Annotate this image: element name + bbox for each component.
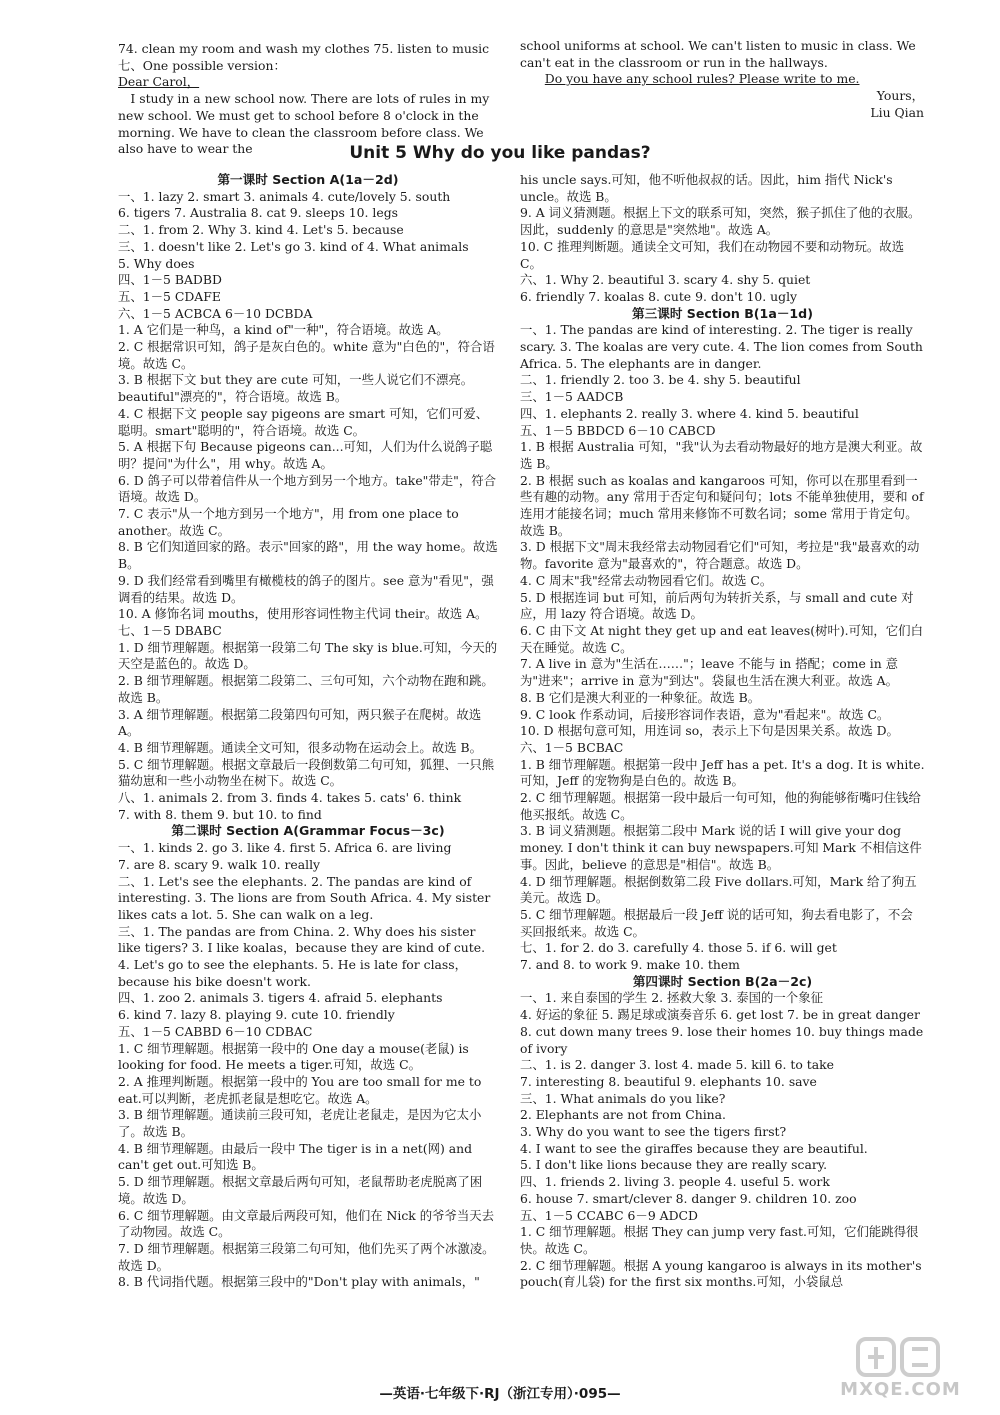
answer-line: 3. B 根据下文 but they are cute 可知，一些人说它们不漂亮。beautiful"漂亮的"，符合语境。故选 B。 xyxy=(118,372,474,405)
answer-line: 二、1. from 2. Why 3. kind 4. Let's 5. because xyxy=(118,222,404,238)
watermark-text: MXQE.COM xyxy=(840,1379,961,1400)
watermark-icon xyxy=(818,1335,983,1381)
section-heading: 第一课时 Section A(1a－2d) xyxy=(217,172,399,187)
letter-body: I study in a new school now. There are lots of rules in my new school. We must get to school before 8 o'clock in the morning. We have to clean the classroom before class. We also have to wear the xyxy=(118,91,490,157)
page-footer: —英语·七年级下·RJ（浙江专用）·095— xyxy=(379,1386,621,1402)
text-line: 七、One possible version： xyxy=(118,57,286,73)
answer-line: 三、1－5 AADCB xyxy=(520,389,624,405)
answer-line: 六、1－5 ACBCA 6－10 DCBDA xyxy=(118,305,313,321)
answer-line: 7. and 8. to work 9. make 10. them xyxy=(520,957,740,973)
answer-line: 七、1. for 2. do 3. carefully 4. those 5. if 6. will get xyxy=(520,940,837,956)
answer-line: 7. are 8. scary 9. walk 10. really xyxy=(118,856,321,872)
letter-body: school uniforms at school. We can't listen to music in class. We can't eat in the classroom or run in the hallways. xyxy=(520,38,916,70)
answer-line: 一、1. kinds 2. go 3. like 4. first 5. Africa 6. are living xyxy=(118,840,452,856)
answer-line: 4. D 细节理解题。根据倒数第二段 Five dollars.可知，Mark 给了狗五美元。故选 D。 xyxy=(520,873,917,906)
answer-line: 1. B 根据 Australia 可知，"我"认为去看动物最好的地方是澳大利亚。故选 B。 xyxy=(520,439,923,471)
answer-line: 10. C 推理判断题。通读全文可知，我们在动物园不要和动物玩。故选 C。 xyxy=(520,238,905,271)
answer-line: 六、1. Why 2. beautiful 3. scary 4. shy 5. quiet xyxy=(520,272,811,288)
answer-column-right xyxy=(520,172,925,1291)
answer-line: 6. tigers 7. Australia 8. cat 9. sleeps 10. legs xyxy=(118,205,398,221)
answer-line: 1. D 细节理解题。根据第一段第二句 The sky is blue.可知，今天的天空是蓝色的。故选 D。 xyxy=(118,639,498,672)
answer-line: 三、1. What animals do you like? xyxy=(520,1090,726,1106)
answer-line: 8. B 它们知道回家的路。表示"回家的路"，用 the way home。故选 B。 xyxy=(118,539,498,572)
answer-line: 5. Why does xyxy=(118,255,195,271)
answer-line: 4. B 细节理解题。通读全文可知，很多动物在运动会上。故选 B。 xyxy=(118,739,483,755)
answer-line: 6. friendly 7. koalas 8. cute 9. don't 10. ugly xyxy=(520,288,798,304)
answer-line: 5. A 根据下句 Because pigeons can...可知，人们为什么说鸽子聪明？提问"为什么"，用 why。故选 A。 xyxy=(118,439,493,471)
answer-line: 1. A 它们是一种鸟，a kind of"一种"，符合语境。故选 A。 xyxy=(118,322,449,338)
answer-line: 四、1. friends 2. living 3. people 4. useful 5. work xyxy=(520,1174,830,1190)
answer-line: 5. D 根据连词 but 可知，前后两句为转折关系，与 small and cute 对应，用 lazy 符合语境。故选 D。 xyxy=(520,589,914,622)
answer-line: 一、1. The pandas are kind of interesting. 2. The tiger is really scary. 3. The koalas are very cute. 4. The lion comes from South Africa. 5. The elephants are in danger. xyxy=(520,322,923,371)
answer-line: 8. B 它们是澳大利亚的一种象征。故选 B。 xyxy=(520,689,761,705)
answer-line: 五、1－5 CDAFE xyxy=(118,288,221,304)
answer-line: 2. C 根据常识可知，鸽子是灰白色的。white 意为"白色的"，符合语境。故选 C。 xyxy=(118,339,495,371)
answer-line: 3. D 根据下文"周末我经常去动物园看它们"可知，考拉是"我"最喜欢的动物。favorite 意为"最喜欢的"，符合题意。故选 D。 xyxy=(520,539,920,572)
answer-line: 10. D 根据句意可知，用连词 so，表示上下句是因果关系。故选 D。 xyxy=(520,723,899,739)
answer-line: 9. A 词义猜测题。根据上下文的联系可知，突然，猴子抓住了他的衣服。因此，suddenly 的意思是"突然地"。故选 A。 xyxy=(520,205,921,238)
answer-line: 6. C 细节理解题。由文章最后两段可知，他们在 Nick 的爷爷当天去了动物园。故选 C。 xyxy=(118,1207,495,1240)
answer-line: 2. Elephants are not from China. xyxy=(520,1107,726,1123)
answer-line: 一、1. lazy 2. smart 3. animals 4. cute/lovely 5. south xyxy=(118,188,451,204)
answer-line: 4. B 细节理解题。由最后一段中 The tiger is in a net(网) and can't get out.可知选 B。 xyxy=(118,1140,473,1173)
answer-line: 7. with 8. them 9. but 10. to find xyxy=(118,806,322,822)
answer-line: 5. D 细节理解题。根据文章最后两句可知，老鼠帮助老虎脱离了困境。故选 D。 xyxy=(118,1174,483,1206)
letter-signature: Liu Qian xyxy=(870,104,924,120)
answer-line: 3. B 词义猜测题。根据第二段中 Mark 说的话 I will give your dog money. I don't think it can buy newspapers.可知 Mark 不相信这件事。因此，believe 的意思是"相信"。故选 B。 xyxy=(520,823,922,872)
answer-line: 五、1－5 BBDCD 6－10 CABCD xyxy=(520,422,716,438)
letter-closing: Yours， xyxy=(876,88,924,104)
answer-line: 七、1－5 DBABC xyxy=(118,622,222,638)
letter-question: Do you have any school rules? Please write to me. xyxy=(544,71,860,87)
section-heading: 第四课时 Section B(2a－2c) xyxy=(632,973,813,989)
answer-line: 1. C 细节理解题。根据 They can jump very fast.可知，它们能跳得很快。故选 C。 xyxy=(520,1224,919,1256)
answer-line: 7. D 细节理解题。根据第三段第二句可知，他们先买了两个冰激凌。故选 D。 xyxy=(118,1241,495,1273)
answer-line: 7. A live in 意为"生活在……"；leave 不能与 in 搭配；come in 意为"进来"；arrive in 意为"到达"。袋鼠也生活在澳大利亚。故选 A。 xyxy=(520,656,899,689)
answer-line: 四、1. zoo 2. animals 3. tigers 4. afraid 5. elephants xyxy=(118,990,443,1006)
answer-line: 3. A 细节理解题。根据第二段第四句可知，两只猴子在爬树。故选 A。 xyxy=(118,706,482,739)
letter-salutation: Dear Carol， xyxy=(118,74,200,90)
answer-line: 二、1. is 2. danger 3. lost 4. made 5. kill 6. to take xyxy=(520,1057,834,1073)
answer-line: 八、1. animals 2. from 3. finds 4. takes 5. cats' 6. think xyxy=(118,790,462,806)
answer-column-left xyxy=(118,172,498,1291)
answer-line: 7. C 表示"从一个地方到另一个地方"，用 from one place to another。故选 C。 xyxy=(118,506,459,538)
answer-line: 3. Why do you want to see the tigers first? xyxy=(520,1124,787,1140)
unit-title: Unit 5 Why do you like pandas? xyxy=(349,143,651,163)
answer-line: 2. B 根据 such as koalas and kangaroos 可知，你可以在那里看到一些有趣的动物。any 常用于否定句和疑问句；lots 不能单独使用，要和 of 连用才能接名词；much 常用来修饰不可数名词；some 常用于肯定句。故选 B。 xyxy=(520,472,924,538)
answer-line: 一、1. 来自泰国的学生 2. 拯救大象 3. 泰国的一个象征 xyxy=(520,990,823,1006)
answer-line: 6. house 7. smart/clever 8. danger 9. children 10. zoo xyxy=(520,1190,857,1206)
answer-line: 四、1－5 BADBD xyxy=(118,272,222,288)
answer-line: 二、1. Let's see the elephants. 2. The pandas are kind of interesting. 3. The lions are from South Africa. 4. My sister likes cats a lot. 5. She can walk on a leg. xyxy=(118,873,491,922)
answer-line: 4. C 周末"我"经常去动物园看它们。故选 C。 xyxy=(520,572,773,588)
answer-line: 2. C 细节理解题。根据 A young kangaroo is always in its mother's pouch(育儿袋) for the first six months.可知，小袋鼠总 xyxy=(520,1257,922,1290)
section-heading: 第三课时 Section B(1a－1d) xyxy=(632,305,813,321)
answer-line: 9. C look 作系动词，后接形容词作表语，意为"看起来"。故选 C。 xyxy=(520,706,890,722)
answer-line: 五、1－5 CABBD 6－10 CDBAC xyxy=(118,1023,313,1039)
answer-line: 四、1. elephants 2. really 3. where 4. kind 5. beautiful xyxy=(520,405,859,421)
answer-line: 4. C 根据下文 people say pigeons are smart 可知，它们可爱、聪明。smart"聪明的"，符合语境。故选 C。 xyxy=(118,405,489,438)
answer-line: 五、1－5 CCABC 6－9 ADCD xyxy=(520,1207,698,1223)
answer-line: 2. A 推理判断题。根据第一段中的 You are too small for me to eat.可以判断，老虎抓老鼠是想吃它。故选 A。 xyxy=(118,1073,482,1106)
answer-line: 7. interesting 8. beautiful 9. elephants 10. save xyxy=(520,1073,817,1089)
answer-line: 4. I want to see the giraffes because they are beautiful. xyxy=(520,1140,868,1156)
answer-line: 1. C 细节理解题。根据第一段中的 One day a mouse(老鼠) is looking for food. He meets a tiger.可知，故选 C。 xyxy=(118,1040,469,1073)
answer-line: 二、1. friendly 2. too 3. be 4. shy 5. beautiful xyxy=(520,372,801,388)
answer-line: 4. 好运的象征 5. 踢足球或演奏音乐 6. get lost 7. be in great danger 8. cut down many trees 9. lose their homes 10. buy things made of ivory xyxy=(520,1007,924,1056)
answer-line: 六、1－5 BCBAC xyxy=(520,739,624,755)
answer-line: 1. B 细节理解题。根据第一段中 Jeff has a pet. It's a dog. It is white.可知，Jeff 的宠物狗是白色的。故选 B。 xyxy=(520,756,925,789)
answer-line: 3. B 细节理解题。通读前三段可知，老虎让老鼠走，是因为它太小了。故选 B。 xyxy=(118,1107,482,1140)
answer-line: 2. C 细节理解题。根据第一段中最后一句可知，他的狗能够衔嘴叼住钱给他买报纸。故选 C。 xyxy=(520,790,921,822)
answer-line: 10. A 修饰名词 mouths，使用形容词性物主代词 their。故选 A。 xyxy=(118,606,488,622)
answer-line: 9. D 我们经常看到嘴里有橄榄枝的鸽子的图片。see 意为"看见"，强调看的结果。故选 D。 xyxy=(118,572,494,605)
answer-line: 8. B 代词指代题。根据第三段中的"Don't play with animals，" xyxy=(118,1274,480,1290)
text-line: 74. clean my room and wash my clothes 75. listen to music xyxy=(118,41,490,56)
answer-line: 5. I don't like lions because they are really scary. xyxy=(520,1157,828,1173)
answer-line: 6. kind 7. lazy 8. playing 9. cute 10. friendly xyxy=(118,1007,395,1023)
letter-left-block xyxy=(118,41,496,158)
answer-line: 三、1. The pandas are from China. 2. Why does his sister like tigers? 3. I like koalas，because they are kind of cute. 4. Let's go to see the elephants. 5. He is late for class，because his bike doesn't work. xyxy=(118,923,486,989)
answer-line: 三、1. doesn't like 2. Let's go 3. kind of 4. What animals xyxy=(118,238,469,254)
answer-line: 6. C 由下文 At night they get up and eat leaves(树叶).可知，它们白天在睡觉。故选 C。 xyxy=(520,622,923,655)
watermark-logo xyxy=(818,1335,983,1407)
section-heading: 第二课时 Section A(Grammar Focus－3c) xyxy=(171,823,445,839)
answer-line: his uncle says.可知，他不听他叔叔的话。因此，him 指代 Nick's uncle。故选 B。 xyxy=(520,172,893,204)
letter-right-block xyxy=(520,38,924,122)
answer-line: 5. C 细节理解题。根据最后一段 Jeff 说的话可知，狗去看电影了，不会买回报纸来。故选 C。 xyxy=(520,906,913,939)
answer-line: 2. B 细节理解题。根据第二段第二、三句可知，六个动物在跑和跳。故选 B。 xyxy=(118,673,494,705)
answer-line: 5. C 细节理解题。根据文章最后一段倒数第二句可知，狐狸、一只熊猫幼崽和一些小动物坐在树下。故选 C。 xyxy=(118,756,495,789)
answer-line: 6. D 鸽子可以带着信件从一个地方到另一个地方。take"带走"，符合语境。故选 D。 xyxy=(118,472,497,505)
